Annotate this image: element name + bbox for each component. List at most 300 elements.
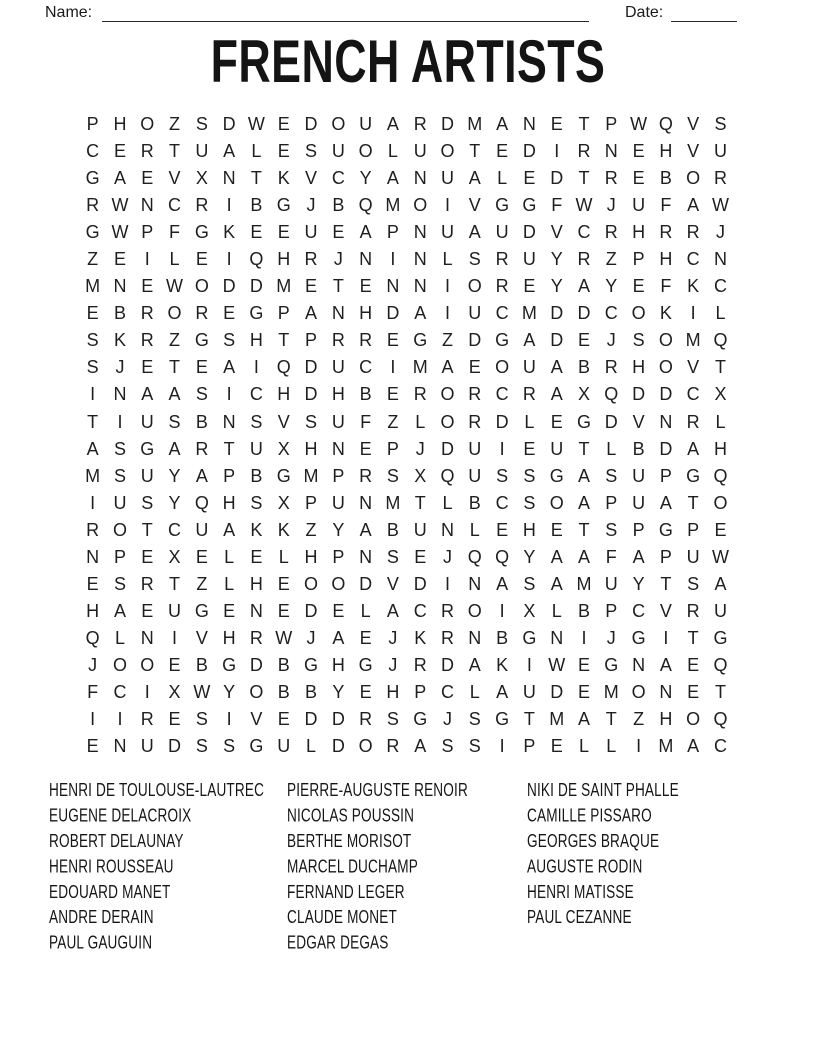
grid-cell: H (222, 492, 236, 513)
word-item: HENRI MATISSE (527, 881, 634, 903)
grid-cell: O (549, 492, 564, 513)
grid-cell: E (577, 330, 590, 351)
grid-cell: L (251, 141, 262, 162)
grid-cell: A (496, 573, 509, 594)
grid-cell: D (304, 600, 318, 621)
grid-cell: E (195, 546, 208, 567)
grid-cell: I (445, 276, 451, 297)
grid-cell: U (331, 357, 345, 378)
grid-cell: R (413, 384, 427, 405)
grid-cell: I (144, 682, 150, 702)
grid-cell: E (332, 600, 345, 621)
grid-cell: A (468, 222, 481, 243)
grid-cell: E (113, 141, 126, 162)
grid-cell: O (658, 330, 673, 351)
grid-cell: E (632, 141, 645, 162)
grid-cell: R (304, 249, 318, 270)
grid-cell: R (140, 330, 154, 351)
grid-cell: N (468, 573, 482, 594)
grid-cell: I (253, 357, 259, 378)
grid-cell: A (550, 546, 563, 567)
grid-cell: G (631, 627, 646, 648)
word-item: PAUL CEZANNE (527, 907, 632, 928)
grid-cell: P (332, 465, 345, 486)
grid-cell: U (468, 438, 482, 459)
grid-cell: I (690, 303, 696, 324)
grid-cell: E (523, 276, 536, 297)
grid-cell: S (113, 573, 126, 594)
grid-cell: J (306, 627, 316, 648)
grid-cell: N (359, 249, 373, 270)
grid-cell: G (604, 654, 619, 675)
date-blank-line (671, 2, 737, 22)
grid-cell: V (659, 600, 672, 621)
grid-cell: U (522, 357, 536, 378)
grid-cell: G (713, 627, 728, 648)
grid-cell: U (441, 168, 454, 189)
grid-cell: A (577, 276, 590, 297)
grid-cell: T (169, 141, 181, 162)
grid-cell: R (359, 330, 373, 351)
grid-cell: I (226, 384, 232, 405)
grid-cell: F (605, 546, 617, 567)
grid-cell: M (85, 465, 101, 486)
grid-cell: E (687, 654, 700, 675)
grid-cell: M (412, 357, 428, 378)
grid-cell: E (550, 411, 563, 432)
grid-cell: R (495, 249, 509, 270)
grid-cell: C (495, 384, 509, 405)
grid-cell: M (658, 736, 674, 757)
grid-cell: Y (332, 519, 345, 540)
grid-cell: E (359, 438, 372, 459)
grid-cell: N (659, 411, 673, 432)
grid-cell: T (169, 357, 181, 378)
grid-cell: T (687, 492, 699, 513)
grid-cell: G (495, 709, 510, 730)
grid-cell: E (277, 141, 290, 162)
grid-cell: C (577, 222, 591, 243)
grid-cell: R (686, 411, 700, 432)
grid-cell: B (468, 492, 481, 513)
grid-cell: C (713, 276, 727, 297)
grid-cell: O (467, 600, 482, 621)
grid-cell: U (550, 438, 564, 459)
grid-cell: U (632, 195, 646, 216)
grid-cell: P (659, 465, 672, 486)
grid-cell: A (414, 736, 427, 757)
grid-cell: D (249, 654, 263, 675)
grid-cell: N (249, 600, 263, 621)
grid-cell: L (715, 411, 726, 432)
grid-cell: C (686, 249, 700, 270)
grid-cell: W (711, 546, 729, 567)
grid-cell: S (687, 573, 700, 594)
grid-cell: V (386, 573, 399, 594)
grid-cell: E (577, 682, 590, 702)
grid-cell: D (222, 276, 236, 297)
grid-cell: M (549, 709, 565, 730)
grid-cell: D (331, 709, 345, 730)
grid-cell: C (495, 492, 509, 513)
grid-cell: U (604, 573, 618, 594)
grid-cell: D (413, 573, 427, 594)
grid-cell: N (331, 303, 345, 324)
grid-cell: O (631, 303, 646, 324)
grid-cell: H (249, 330, 263, 351)
grid-cell: W (166, 276, 184, 297)
grid-cell: X (168, 682, 181, 702)
grid-cell: E (195, 357, 208, 378)
grid-cell: V (632, 411, 645, 432)
grid-cell: C (113, 682, 127, 702)
grid-cell: V (305, 168, 318, 189)
grid-cell: I (226, 249, 232, 270)
grid-cell: U (140, 411, 154, 432)
grid-cell: P (113, 546, 126, 567)
grid-cell: Z (605, 249, 617, 270)
grid-cell: N (413, 249, 427, 270)
grid-cell: Q (713, 465, 728, 486)
grid-cell: D (522, 222, 536, 243)
grid-cell: N (413, 222, 427, 243)
grid-cell: G (85, 168, 100, 189)
grid-cell: I (499, 438, 505, 459)
grid-cell: D (304, 357, 318, 378)
grid-cell: S (195, 709, 208, 730)
name-blank-line (102, 2, 589, 22)
grid-cell: Q (658, 114, 673, 135)
grid-cell: G (194, 222, 209, 243)
grid-cell: U (113, 492, 127, 513)
grid-cell: R (468, 411, 482, 432)
grid-cell: I (581, 627, 587, 648)
grid-cell: V (687, 357, 700, 378)
grid-cell: T (523, 709, 535, 730)
grid-cell: Y (359, 168, 372, 189)
grid-cell: H (86, 600, 100, 621)
grid-cell: B (277, 682, 290, 702)
grid-cell: O (304, 573, 319, 594)
grid-cell: E (141, 168, 154, 189)
grid-cell: I (554, 141, 560, 162)
grid-cell: M (303, 465, 319, 486)
grid-cell: U (495, 222, 509, 243)
grid-cell: E (386, 330, 399, 351)
grid-cell: B (332, 195, 345, 216)
grid-cell: U (468, 303, 482, 324)
grid-cell: N (659, 682, 673, 702)
grid-cell: Q (467, 546, 482, 567)
grid-cell: D (304, 384, 318, 405)
grid-cell: I (90, 384, 96, 405)
grid-cell: R (577, 249, 591, 270)
grid-cell: G (276, 195, 291, 216)
word-item: EUGENE DELACROIX (49, 805, 192, 826)
grid-cell: I (117, 411, 123, 432)
grid-cell: R (195, 303, 209, 324)
grid-cell: S (386, 465, 399, 486)
grid-cell: B (195, 411, 208, 432)
grid-cell: U (331, 141, 345, 162)
grid-cell: N (331, 438, 345, 459)
grid-cell: Z (442, 330, 453, 351)
grid-cell: R (604, 357, 618, 378)
grid-cell: Y (332, 682, 345, 702)
grid-cell: G (249, 736, 264, 757)
grid-cell: I (499, 600, 505, 621)
grid-cell: O (331, 573, 346, 594)
grid-cell: L (278, 546, 289, 567)
grid-cell: R (577, 141, 591, 162)
grid-cell: R (659, 222, 673, 243)
grid-cell: E (468, 357, 481, 378)
grid-cell: J (115, 357, 125, 378)
grid-cell: R (686, 600, 700, 621)
grid-cell: I (172, 627, 178, 648)
grid-cell: S (714, 114, 727, 135)
grid-cell: D (441, 654, 454, 675)
grid-cell: C (249, 384, 263, 405)
grid-cell: O (495, 357, 510, 378)
word-item: PIERRE-AUGUSTE RENOIR (287, 780, 468, 801)
grid-cell: M (85, 276, 101, 297)
grid-cell: U (304, 222, 318, 243)
grid-cell: L (497, 168, 508, 189)
grid-cell: B (195, 654, 208, 675)
grid-cell: J (715, 222, 725, 243)
grid-cell: Q (713, 709, 728, 730)
grid-cell: D (550, 303, 564, 324)
grid-cell: H (277, 249, 291, 270)
word-item: FERNAND LEGER (287, 881, 405, 903)
grid-cell: L (387, 141, 398, 162)
grid-cell: U (168, 600, 182, 621)
grid-cell: O (167, 303, 182, 324)
grid-cell: N (222, 411, 236, 432)
grid-cell: R (249, 627, 263, 648)
grid-cell: E (577, 654, 590, 675)
grid-cell: T (714, 357, 726, 378)
grid-cell: O (631, 682, 646, 702)
grid-cell: P (687, 519, 700, 540)
grid-cell: U (413, 519, 427, 540)
grid-cell: D (522, 141, 536, 162)
grid-cell: N (468, 627, 482, 648)
grid-cell: T (469, 141, 481, 162)
grid-cell: C (331, 168, 345, 189)
grid-cell: A (223, 519, 236, 540)
grid-cell: A (659, 492, 672, 513)
grid-cell: A (687, 195, 700, 216)
grid-cell: O (194, 276, 209, 297)
grid-cell: R (413, 114, 427, 135)
grid-cell: V (550, 222, 563, 243)
grid-cell: B (359, 384, 372, 405)
grid-cell: D (359, 573, 373, 594)
grid-cell: G (222, 654, 237, 675)
grid-cell: E (168, 654, 181, 675)
grid-cell: W (548, 654, 566, 675)
grid-cell: S (468, 736, 481, 757)
grid-cell: V (195, 627, 208, 648)
grid-cell: E (359, 276, 372, 297)
grid-cell: B (577, 357, 590, 378)
grid-cell: O (440, 384, 455, 405)
grid-cell: A (496, 682, 509, 702)
grid-cell: O (331, 114, 346, 135)
grid-cell: B (250, 195, 263, 216)
grid-cell: D (222, 114, 236, 135)
grid-cell: M (385, 492, 401, 513)
word-item: BERTHE MORISOT (287, 831, 412, 852)
grid-cell: D (304, 114, 318, 135)
grid-cell: P (305, 330, 318, 351)
grid-cell: P (523, 736, 536, 757)
grid-cell: S (223, 736, 236, 757)
grid-cell: L (469, 519, 480, 540)
grid-cell: S (523, 465, 536, 486)
grid-cell: E (687, 682, 700, 702)
grid-cell: M (603, 682, 619, 702)
grid-cell: O (467, 276, 482, 297)
word-item: MARCEL DUCHAMP (287, 856, 418, 877)
grid-cell: A (414, 303, 427, 324)
grid-cell: W (575, 195, 593, 216)
grid-cell: E (141, 600, 154, 621)
grid-cell: I (499, 736, 505, 757)
grid-cell: H (713, 438, 727, 459)
grid-cell: T (250, 168, 262, 189)
grid-cell: G (522, 195, 537, 216)
grid-cell: A (305, 303, 318, 324)
grid-cell: S (468, 709, 481, 730)
grid-cell: E (250, 546, 263, 567)
word-item: CAMILLE PISSARO (527, 805, 652, 826)
grid-cell: Q (249, 249, 264, 270)
grid-cell: V (168, 168, 181, 189)
grid-cell: E (86, 573, 99, 594)
word-item: HENRI DE TOULOUSE-LAUTREC (49, 780, 265, 801)
grid-cell: R (140, 141, 154, 162)
grid-cell: H (359, 303, 373, 324)
grid-cell: A (550, 573, 563, 594)
grid-cell: A (441, 357, 454, 378)
grid-cell: R (441, 600, 454, 621)
grid-cell: O (413, 195, 428, 216)
grid-cell: A (496, 114, 509, 135)
grid-cell: I (390, 249, 396, 270)
grid-cell: X (195, 168, 208, 189)
grid-cell: P (632, 519, 645, 540)
grid-cell: P (141, 222, 154, 243)
grid-cell: R (86, 519, 100, 540)
grid-cell: I (445, 303, 451, 324)
grid-cell: N (359, 492, 373, 513)
grid-cell: A (632, 546, 645, 567)
grid-cell: H (249, 573, 263, 594)
grid-cell: S (605, 465, 618, 486)
grid-cell: X (523, 600, 536, 621)
grid-cell: R (522, 384, 536, 405)
grid-cell: U (686, 546, 700, 567)
grid-cell: G (413, 330, 428, 351)
grid-cell: U (331, 411, 345, 432)
grid-cell: B (277, 654, 290, 675)
grid-cell: E (714, 519, 727, 540)
grid-cell: G (686, 465, 701, 486)
grid-cell: G (194, 330, 209, 351)
grid-cell: P (605, 114, 618, 135)
grid-cell: P (386, 222, 399, 243)
grid-cell: L (224, 573, 235, 594)
grid-cell: I (663, 627, 669, 648)
grid-cell: D (550, 682, 564, 702)
grid-cell: Q (194, 492, 209, 513)
grid-cell: H (331, 654, 345, 675)
grid-cell: A (168, 438, 181, 459)
grid-cell: E (359, 682, 372, 702)
grid-cell: A (113, 168, 126, 189)
grid-cell: E (141, 357, 154, 378)
grid-cell: I (390, 357, 396, 378)
grid-cell: J (606, 627, 616, 648)
grid-cell: C (495, 303, 509, 324)
word-item: NICOLAS POUSSIN (287, 805, 415, 826)
grid-cell: C (441, 682, 454, 702)
grid-cell: R (331, 330, 345, 351)
word-item: CLAUDE MONET (287, 907, 397, 928)
grid-cell: A (550, 357, 563, 378)
grid-cell: B (659, 168, 672, 189)
grid-cell: I (144, 249, 150, 270)
grid-cell: J (388, 654, 398, 675)
grid-cell: E (141, 276, 154, 297)
grid-cell: S (496, 465, 509, 486)
grid-cell: C (686, 384, 700, 405)
grid-cell: A (195, 465, 208, 486)
grid-cell: G (194, 600, 209, 621)
date-label: Date: (625, 4, 664, 21)
grid-cell: A (550, 384, 563, 405)
grid-cell: E (550, 114, 563, 135)
grid-cell: A (359, 519, 372, 540)
grid-cell: J (443, 709, 452, 730)
grid-cell: H (659, 709, 673, 730)
grid-cell: T (332, 276, 344, 297)
grid-cell: S (523, 573, 536, 594)
grid-cell: P (277, 303, 290, 324)
grid-cell: D (659, 438, 673, 459)
grid-cell: V (277, 411, 290, 432)
grid-cell: U (331, 492, 345, 513)
grid-cell: R (140, 709, 154, 730)
grid-cell: P (223, 465, 236, 486)
grid-cell: S (441, 736, 454, 757)
grid-cell: S (113, 465, 126, 486)
grid-cell: E (550, 519, 563, 540)
grid-cell: R (686, 222, 700, 243)
grid-cell: U (413, 141, 427, 162)
grid-cell: K (113, 330, 126, 351)
grid-cell: L (715, 303, 726, 324)
grid-cell: S (386, 546, 399, 567)
grid-cell: Z (87, 249, 99, 270)
grid-cell: Q (495, 546, 510, 567)
grid-cell: H (113, 114, 127, 135)
grid-cell: F (87, 682, 99, 702)
grid-cell: D (304, 709, 318, 730)
